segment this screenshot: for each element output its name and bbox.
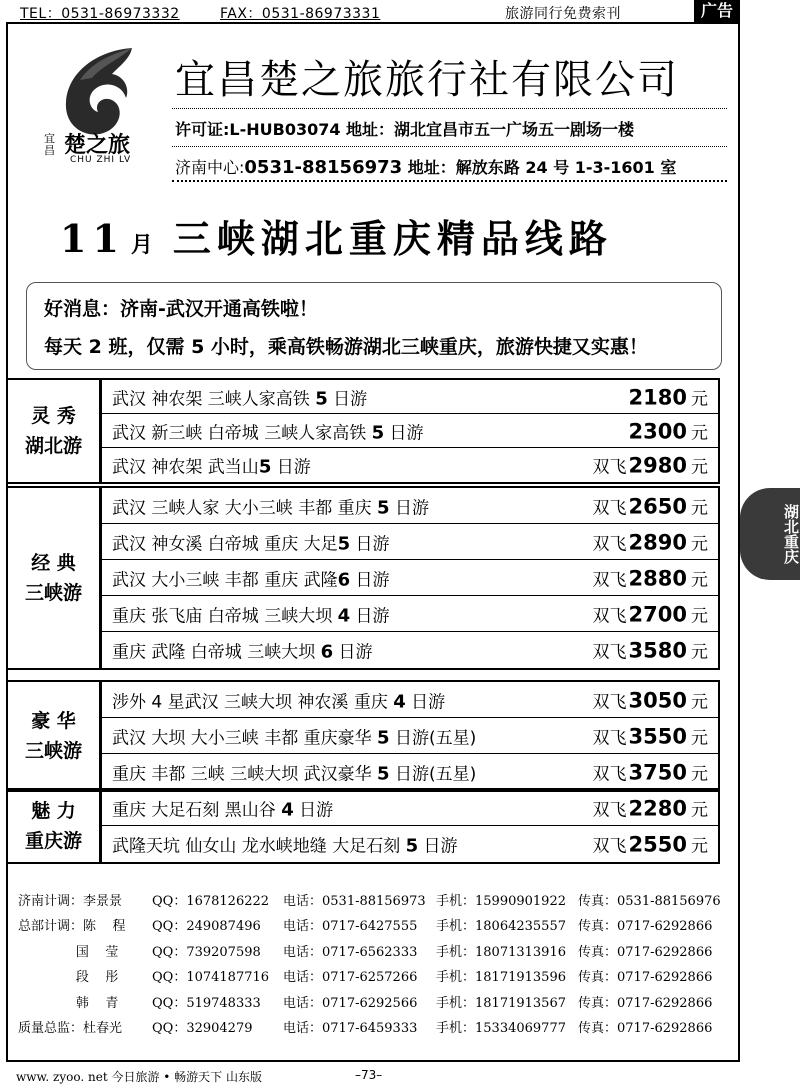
logo-brand-text: 楚之旅 xyxy=(64,132,131,158)
route-pre: 武汉 大小三峡 丰都 重庆 武隆 xyxy=(112,570,338,590)
price-unit: 元 xyxy=(691,836,708,857)
contact-fax: 传真：0717-6292866 xyxy=(578,1021,713,1036)
contact-mobile: 手机：15334069777 xyxy=(436,1021,566,1036)
route-pre: 武汉 三峡人家 大小三峡 丰都 重庆 xyxy=(112,498,378,518)
top-tel: TEL：0531-86973332 xyxy=(20,6,180,22)
price-price: 3750 xyxy=(628,760,687,785)
route-price xyxy=(593,529,708,554)
route-name xyxy=(112,723,476,748)
price-prefix: 双飞 xyxy=(592,764,627,785)
price-price: 3050 xyxy=(628,688,687,712)
contact-label: 段 彤 xyxy=(18,970,119,985)
route-pre: 涉外 4 星武汉 三峡大坝 神农溪 重庆 xyxy=(112,692,394,712)
headline-number: 11 xyxy=(60,216,125,261)
top-bar xyxy=(0,0,800,22)
route-days: 4 xyxy=(281,799,294,820)
price-price: 3580 xyxy=(628,638,687,663)
route-name xyxy=(112,493,429,518)
contact-tel: 电话：0717-6459333 xyxy=(283,1021,418,1036)
route-post: 日游 xyxy=(350,570,390,590)
route-name xyxy=(112,795,333,820)
contact-label: 国 莹 xyxy=(18,945,119,960)
route-row xyxy=(102,632,718,668)
divider xyxy=(172,146,727,147)
footer-site: www. zyoo. net 今日旅游 • 畅游天下 山东版 xyxy=(16,1070,262,1084)
contact-label: 韩 青 xyxy=(18,996,119,1011)
route-days: 5 xyxy=(337,533,351,554)
contact-qq: QQ：739207598 xyxy=(152,945,261,960)
route-pre: 重庆 武隆 白帝城 三峡大坝 xyxy=(112,642,321,663)
contact-mobile: 手机：18064235557 xyxy=(436,919,566,934)
group-name xyxy=(8,488,102,668)
route-price xyxy=(593,453,708,478)
route-row xyxy=(102,448,718,482)
route-price xyxy=(593,493,708,518)
group-name-line: 魅 力 xyxy=(31,800,76,822)
route-name xyxy=(112,529,390,554)
contact-qq: QQ：1074187716 xyxy=(152,970,270,985)
group-name xyxy=(8,380,102,482)
divider xyxy=(172,180,727,182)
price-price: 2880 xyxy=(628,566,687,590)
route-group xyxy=(6,680,720,792)
route-days: 4 xyxy=(337,605,351,626)
route-post: 日游 xyxy=(350,606,390,626)
news-line-2: 每天 2 班，仅需 5 小时，乘高铁畅游湖北三峡重庆，旅游快捷又实惠！ xyxy=(44,336,648,358)
contact-qq: QQ：519748333 xyxy=(152,996,261,1011)
route-name xyxy=(112,638,373,663)
contact-mobile: 手机：18171913596 xyxy=(436,970,566,985)
route-pre: 重庆 张飞庙 白帝城 三峡大坝 xyxy=(112,606,338,626)
price-prefix: 双飞 xyxy=(592,457,627,478)
ad-tag: 广告 xyxy=(694,0,740,22)
group-name-line: 豪 华 xyxy=(31,710,76,732)
price-prefix: 双飞 xyxy=(592,642,627,663)
route-post: 日游 xyxy=(293,800,334,820)
route-price xyxy=(627,418,708,443)
route-name xyxy=(112,687,445,712)
price-price: 2550 xyxy=(628,832,687,857)
route-name xyxy=(112,384,367,409)
route-post: 日游 xyxy=(333,642,373,663)
route-price xyxy=(593,687,708,712)
jinan-address: 解放东路 24 号 1-3-1601 室 xyxy=(455,158,677,177)
price-prefix: 双飞 xyxy=(592,606,627,626)
page-number: –73– xyxy=(355,1068,383,1082)
group-name-line: 重庆游 xyxy=(24,830,82,852)
route-price xyxy=(593,723,708,748)
route-group xyxy=(6,788,720,864)
contact-label: 质量总监：杜春光 xyxy=(18,1021,123,1036)
contact-qq: QQ：32904279 xyxy=(152,1021,253,1036)
route-row xyxy=(102,380,718,414)
route-row xyxy=(102,596,718,632)
price-prefix: 双飞 xyxy=(592,498,627,518)
price-prefix: 双飞 xyxy=(592,534,627,554)
route-days: 5 xyxy=(405,835,419,857)
route-price xyxy=(593,795,708,820)
route-post: 日游 xyxy=(271,457,311,478)
price-prefix: 双飞 xyxy=(592,836,627,857)
route-days: 5 xyxy=(258,456,272,478)
logo-small-text: 宜昌 xyxy=(44,132,55,157)
price-unit: 元 xyxy=(691,606,708,626)
route-pre: 武隆天坑 仙女山 龙水峡地缝 大足石刻 xyxy=(112,836,406,857)
route-row xyxy=(102,754,718,790)
route-name xyxy=(112,832,458,857)
contact-qq: QQ：1678126222 xyxy=(152,894,270,909)
contact-fax: 传真：0531-88156976 xyxy=(578,894,721,909)
contact-tel: 电话：0717-6427555 xyxy=(283,919,418,934)
route-post: 日游 xyxy=(384,423,424,443)
price-unit: 元 xyxy=(691,764,708,785)
group-name-line: 三峡游 xyxy=(24,582,82,604)
price-price: 2700 xyxy=(628,602,687,626)
price-unit: 元 xyxy=(691,498,708,518)
contact-fax: 传真：0717-6292866 xyxy=(578,996,713,1011)
route-days: 6 xyxy=(320,641,334,663)
publication-note: 旅游同行免费索刊 xyxy=(505,6,621,22)
contact-tel: 电话：0717-6257266 xyxy=(283,970,418,985)
route-group xyxy=(6,486,720,670)
logo-pinyin: CHU ZHI LV xyxy=(70,155,132,165)
price-unit: 元 xyxy=(691,800,708,820)
route-price xyxy=(593,565,708,590)
price-unit: 元 xyxy=(691,534,708,554)
route-post: 日游 xyxy=(327,389,368,409)
contact-qq: QQ：249087496 xyxy=(152,919,261,934)
contact-tel: 电话：0717-6292566 xyxy=(283,996,418,1011)
route-days: 5 xyxy=(377,497,390,518)
route-pre: 武汉 神女溪 白帝城 重庆 大足 xyxy=(112,534,338,554)
price-unit: 元 xyxy=(691,570,708,590)
headline-month: 月 xyxy=(130,232,159,258)
group-name xyxy=(8,790,102,862)
route-name xyxy=(112,418,424,443)
license-address: 许可证:L-HUB03074 地址：湖北宜昌市五一广场五一剧场一楼 xyxy=(175,120,635,139)
route-row xyxy=(102,560,718,596)
price-price: 2280 xyxy=(628,796,687,820)
route-price xyxy=(593,638,708,663)
side-tab: 湖北重庆 xyxy=(740,488,800,580)
route-row xyxy=(102,682,718,718)
route-post: 日游 xyxy=(350,534,390,554)
contact-fax: 传真：0717-6292866 xyxy=(578,945,713,960)
price-price: 2890 xyxy=(628,530,687,554)
route-row xyxy=(102,718,718,754)
price-unit: 元 xyxy=(691,642,708,663)
price-unit: 元 xyxy=(691,728,708,748)
route-pre: 重庆 丰都 三峡 三峡大坝 武汉豪华 xyxy=(112,764,378,785)
price-price: 2300 xyxy=(628,419,687,443)
route-days: 5 xyxy=(377,763,390,785)
route-post: 日游(五星) xyxy=(389,728,477,748)
group-name-line: 灵 秀 xyxy=(31,405,76,427)
price-unit: 元 xyxy=(691,457,708,478)
jinan-center xyxy=(175,155,676,178)
price-prefix: 双飞 xyxy=(592,570,627,590)
route-row xyxy=(102,524,718,560)
contact-mobile: 手机：18171913567 xyxy=(436,996,566,1011)
contact-fax: 传真：0717-6292866 xyxy=(578,919,713,934)
top-fax: FAX：0531-86973331 xyxy=(220,6,381,22)
price-prefix: 双飞 xyxy=(592,728,627,748)
route-days: 5 xyxy=(371,422,385,443)
route-post: 日游 xyxy=(405,692,446,712)
route-group xyxy=(6,378,720,484)
route-row xyxy=(102,488,718,524)
group-name-line: 湖北游 xyxy=(24,435,82,457)
route-pre: 武汉 神农架 武当山 xyxy=(112,457,259,478)
price-unit: 元 xyxy=(691,389,708,409)
route-pre: 武汉 大坝 大小三峡 丰都 重庆豪华 xyxy=(112,728,378,748)
headline-title: 三峡湖北重庆精品线路 xyxy=(172,216,613,261)
route-name xyxy=(112,760,476,785)
contact-label: 总部计调：陈 程 xyxy=(18,919,126,934)
route-row xyxy=(102,414,718,448)
route-row xyxy=(102,790,718,826)
route-price xyxy=(593,601,708,626)
route-days: 4 xyxy=(393,691,406,712)
contact-label: 济南计调：李景景 xyxy=(18,894,123,909)
route-post: 日游 xyxy=(418,836,458,857)
group-name-line: 经 典 xyxy=(31,552,76,574)
price-prefix: 双飞 xyxy=(592,692,627,712)
route-post: 日游 xyxy=(389,498,429,518)
route-post: 日游(五星) xyxy=(389,764,477,785)
route-pre: 武汉 神农架 三峡人家高铁 xyxy=(112,389,316,409)
contact-mobile: 手机：15990901922 xyxy=(436,894,566,909)
group-name xyxy=(8,682,102,790)
route-pre: 武汉 新三峡 白帝城 三峡人家高铁 xyxy=(112,423,372,443)
route-price xyxy=(593,832,708,857)
jinan-label: 济南中心: xyxy=(175,158,245,177)
price-price: 3550 xyxy=(628,724,687,748)
price-price: 2650 xyxy=(628,494,687,518)
headline xyxy=(60,208,613,263)
route-name xyxy=(112,601,390,626)
price-unit: 元 xyxy=(691,692,708,712)
company-name: 宜昌楚之旅旅行社有限公司 xyxy=(175,57,679,103)
news-line-1: 好消息：济南-武汉开通高铁啦！ xyxy=(44,298,318,320)
jinan-addr-label: 地址： xyxy=(402,158,456,177)
price-prefix: 双飞 xyxy=(592,800,627,820)
route-days: 5 xyxy=(315,388,328,409)
price-unit: 元 xyxy=(691,423,708,443)
route-name xyxy=(112,453,311,478)
route-name xyxy=(112,565,390,590)
footer xyxy=(0,1066,800,1086)
price-price: 2180 xyxy=(628,385,687,409)
route-days: 5 xyxy=(377,727,390,748)
group-name-line: 三峡游 xyxy=(24,740,82,762)
jinan-phone: 0531-88156973 xyxy=(244,157,403,178)
divider xyxy=(172,108,727,109)
price-price: 2980 xyxy=(628,453,687,478)
route-price xyxy=(593,760,708,785)
route-days: 6 xyxy=(337,569,351,590)
route-price xyxy=(627,384,708,409)
contact-tel: 电话：0531-88156973 xyxy=(283,894,426,909)
contact-fax: 传真：0717-6292866 xyxy=(578,970,713,985)
contact-tel: 电话：0717-6562333 xyxy=(283,945,418,960)
contact-mobile: 手机：18071313916 xyxy=(436,945,566,960)
route-pre: 重庆 大足石刻 黑山谷 xyxy=(112,800,282,820)
route-row xyxy=(102,826,718,862)
